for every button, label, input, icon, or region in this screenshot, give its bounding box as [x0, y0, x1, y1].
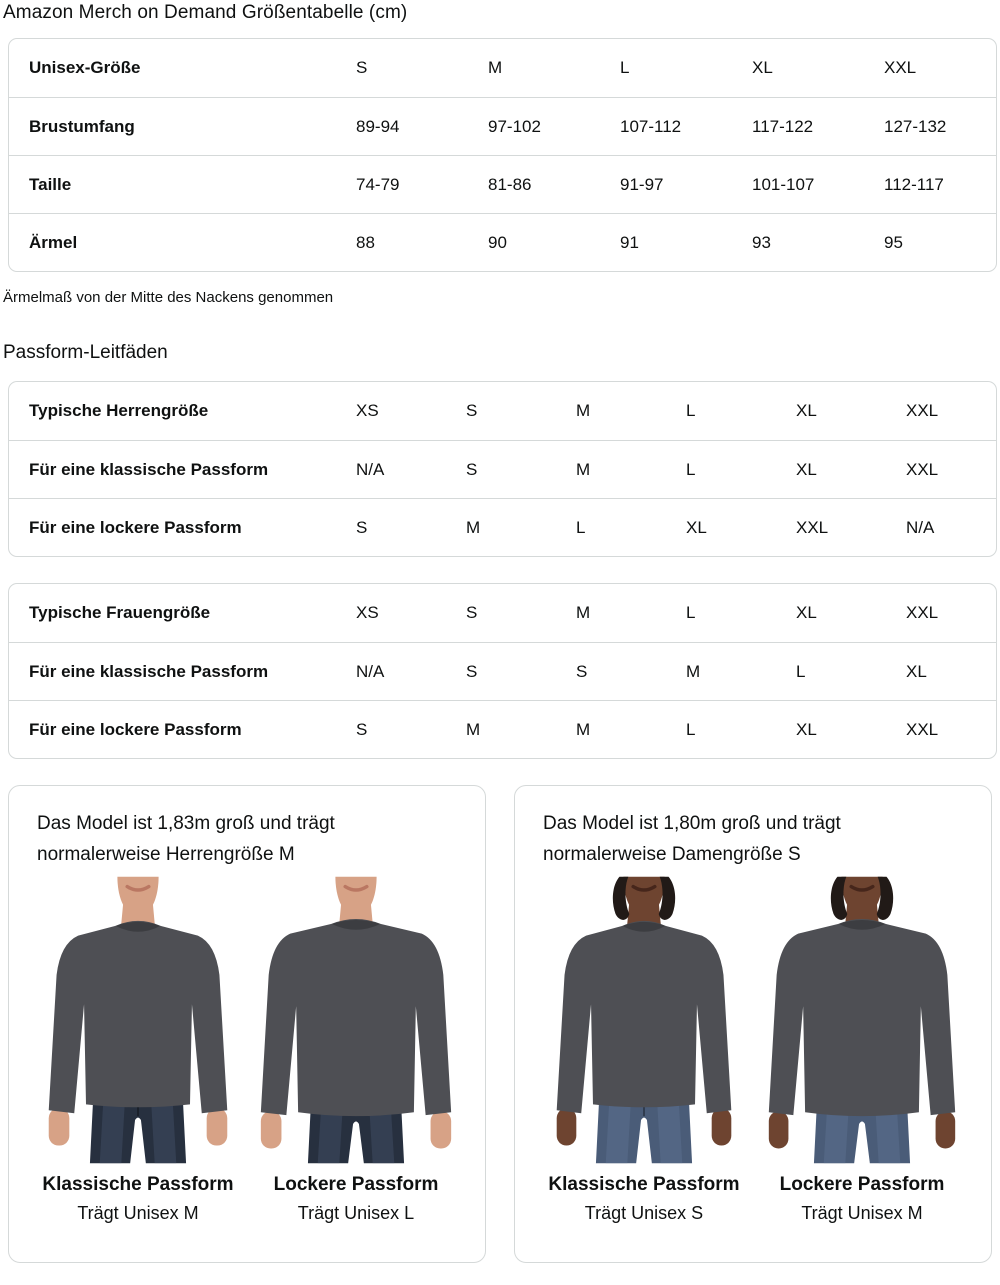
size-col: M: [488, 58, 503, 77]
size-label: Trägt Unisex L: [297, 1203, 415, 1223]
size-label: Trägt Unisex M: [77, 1203, 199, 1223]
man-loose-fit-figure: [247, 876, 465, 1224]
page-title: Amazon Merch on Demand Größentabelle (cm): [3, 2, 408, 23]
fit-label: Klassische Passform: [42, 1174, 234, 1195]
size-col: L: [620, 58, 630, 77]
table-row-classic-fit: Für eine klassische Passform N/A S S M L XL: [9, 642, 996, 700]
womens-model-card: [514, 785, 992, 1263]
man-classic-fit-figure: [29, 876, 247, 1224]
table-row-loose-fit: Für eine lockere Passform S M L XL XXL N/A: [9, 498, 996, 556]
table-row-typical-womens: Typische Frauengröße XS S M L XL XXL: [29, 603, 939, 622]
fit-label: Lockere Passform: [273, 1174, 439, 1195]
unisex-size-table: [8, 38, 997, 272]
table-row-typical-mens: Typische Herrengröße XS S M L XL XXL: [29, 401, 939, 420]
model-photo-man-loose-fit: [253, 876, 459, 1164]
model-photo-woman-classic-fit: [541, 876, 747, 1164]
table-row-chest: Brustumfang 89-94 97-102 107-112 117-122 127-132: [9, 97, 996, 155]
model-description: Das Model ist 1,83m groß und trägt normalerweise Herrengröße M: [37, 813, 335, 865]
woman-classic-fit-figure: [535, 876, 753, 1224]
size-col: S: [356, 58, 368, 77]
size-col: XL: [752, 58, 773, 77]
fit-label: Lockere Passform: [779, 1174, 945, 1195]
table-row-classic-fit: Für eine klassische Passform N/A S M L XL XXL: [9, 440, 996, 498]
mens-fit-table: [8, 381, 997, 557]
table-row-loose-fit: Für eine lockere Passform S M M L XL XXL: [9, 700, 996, 758]
model-photo-woman-loose-fit: [759, 876, 965, 1164]
fit-label: Klassische Passform: [548, 1174, 740, 1195]
model-photo-man-classic-fit: [35, 876, 241, 1164]
fit-guides-heading: Passform-Leitfäden: [3, 342, 168, 363]
model-cards: [8, 785, 992, 1263]
table-row-sleeve: Ärmel 88 90 91 93 95: [9, 213, 996, 271]
model-description: Das Model ist 1,80m groß und trägt normalerweise Damengröße S: [543, 813, 841, 865]
mens-model-card: [8, 785, 486, 1263]
womens-fit-table: [8, 583, 997, 759]
header-label: Unisex-Größe: [29, 58, 141, 77]
sleeve-measure-footnote: Ärmelmaß von der Mitte des Nackens genommen: [3, 289, 334, 306]
table-row-waist: Taille 74-79 81-86 91-97 101-107 112-117: [9, 155, 996, 213]
table-header-row: [9, 39, 996, 97]
size-label: Trägt Unisex M: [801, 1203, 923, 1223]
woman-loose-fit-figure: [753, 876, 971, 1224]
size-label: Trägt Unisex S: [584, 1203, 704, 1223]
size-col: XXL: [884, 58, 917, 77]
